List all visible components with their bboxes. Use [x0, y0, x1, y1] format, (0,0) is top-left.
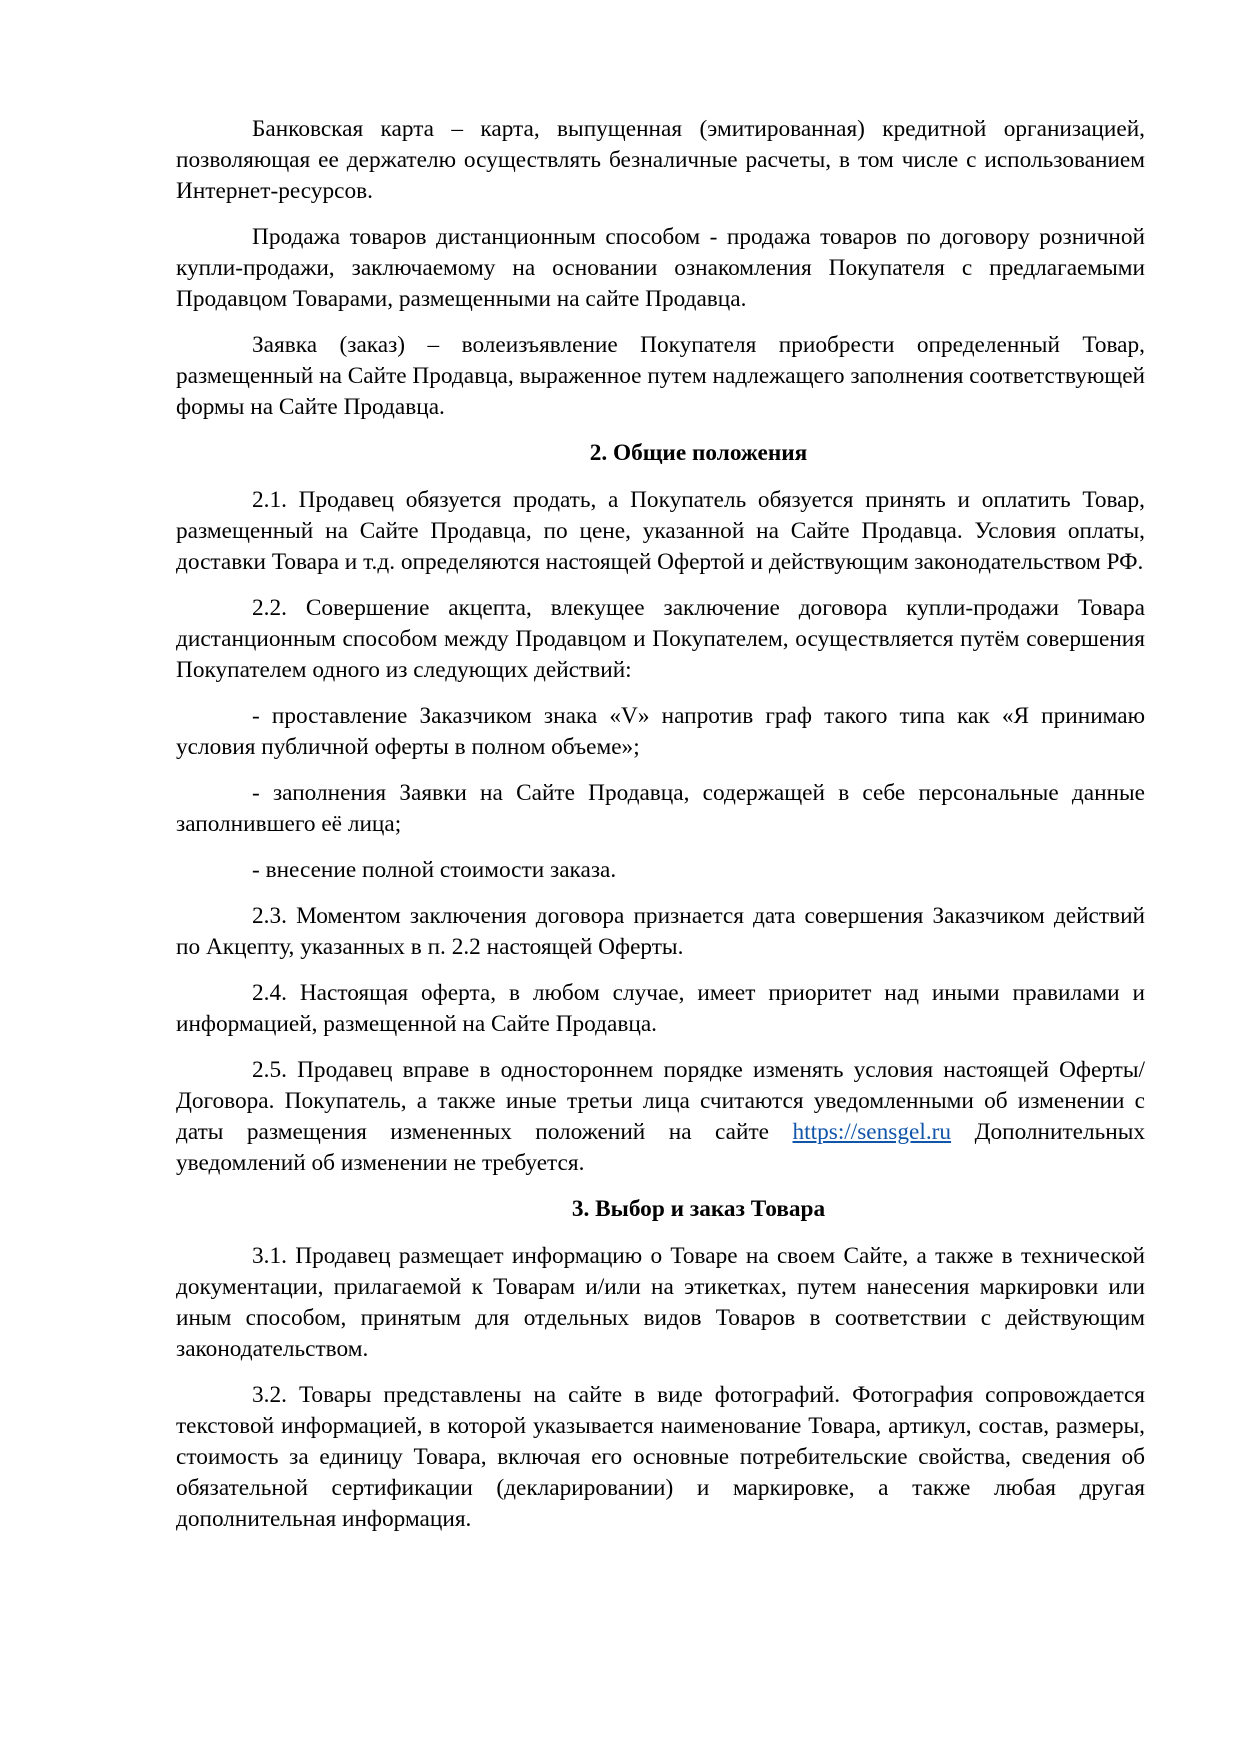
paragraph-2-2-option-b: - заполнения Заявки на Сайте Продавца, содержащей в себе персональные данные заполнившего её лица;	[176, 780, 1145, 837]
paragraph-2-2: 2.2. Совершение акцепта, влекущее заключение договора купли-продажи Товара дистанционным способом между Продавцом и Покупателем, осуществляется путём совершения Покупателем одного из следующих действий:	[176, 595, 1145, 683]
paragraph-3-1: 3.1. Продавец размещает информацию о Товаре на своем Сайте, а также в технической документации, прилагаемой к Товарам и/или на этикетках, путем нанесения маркировки или иным способом, принятым для отдельных видов Товаров в соответствии с действующим законодательством.	[176, 1243, 1145, 1362]
paragraph-2-3: 2.3. Моментом заключения договора признается дата совершения Заказчиком действий по Акцепту, указанных в п. 2.2 настоящей Оферты.	[176, 903, 1145, 960]
paragraph-2-4: 2.4. Настоящая оферта, в любом случае, имеет приоритет над иными правилами и информацией, размещенной на Сайте Продавца.	[176, 980, 1145, 1037]
paragraph-2-5-tail: Дополнительных уведомлений об изменении не требуется.	[176, 1119, 1146, 1176]
paragraph-remote-sale: Продажа товаров дистанционным способом - продажа товаров по договору розничной купли-продажи, заключаемому на основании ознакомления Покупателя с предлагаемыми Продавцом Товарами, размещенными на сайте Продавца.	[176, 224, 1145, 312]
paragraph-2-1: 2.1. Продавец обязуется продать, а Покупатель обязуется принять и оплатить Товар, размещенный на Сайте Продавца, по цене, указанной на Сайте Продавца. Условия оплаты, доставки Товара и т.д. определяются настоящей Офертой и действующим законодательством РФ.	[176, 487, 1145, 575]
site-link[interactable]: https://sensgel.ru	[792, 1119, 952, 1145]
paragraph-order: Заявка (заказ) – волеизъявление Покупателя приобрести определенный Товар, размещенный на Сайте Продавца, выраженное путем надлежащего заполнения соответствующей формы на Сайте Продавца.	[176, 332, 1145, 420]
paragraph-bank-card: Банковская карта – карта, выпущенная (эмитированная) кредитной организацией, позволяющая ее держателю осуществлять безналичные расчеты, в том числе с использованием Интернет-ресурсов.	[176, 116, 1145, 204]
section-2-heading: 2. Общие положения	[589, 440, 808, 466]
paragraph-2-2-option-c: - внесение полной стоимости заказа.	[252, 857, 617, 883]
section-3-heading: 3. Выбор и заказ Товара	[571, 1196, 826, 1222]
paragraph-2-5	[176, 1055, 1145, 1179]
paragraph-2-5-text: 2.5. Продавец вправе в одностороннем порядке изменять условия настоящей Оферты/Договора. Покупатель, а также иные третьи лица считаются уведомленными об изменении с даты размещения измененных положений на сайте	[176, 1057, 1145, 1145]
document-page	[176, 114, 1145, 1550]
paragraph-2-2-option-a: - проставление Заказчиком знака «V» напротив граф такого типа как «Я принимаю условия публичной оферты в полном объеме»;	[176, 703, 1145, 760]
paragraph-3-2: 3.2. Товары представлены на сайте в виде фотографий. Фотография сопровождается текстовой информацией, в которой указывается наименование Товара, артикул, состав, размеры, стоимость за единицу Товара, включая его основные потребительские свойства, сведения об обязательной сертификации (декларировании) и маркировке, а также любая другая дополнительная информация.	[176, 1382, 1145, 1532]
